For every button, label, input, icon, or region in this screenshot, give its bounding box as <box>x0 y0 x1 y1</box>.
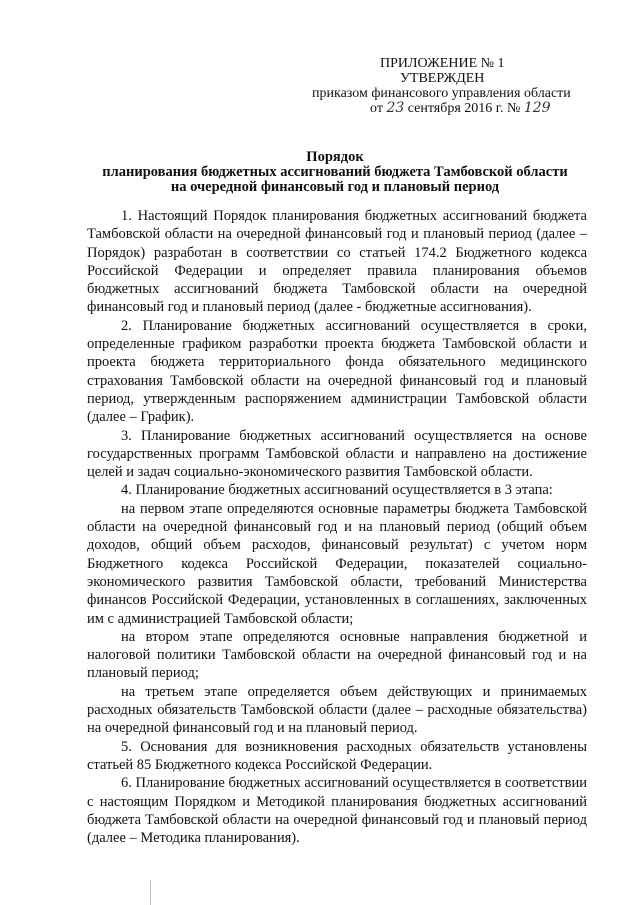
order-number-handwritten: 129 <box>523 100 551 116</box>
order-reference: приказом финансового управления области <box>312 86 571 101</box>
approved-label: УТВЕРЖДЕН <box>400 71 485 86</box>
paragraph-6: 6. Планирование бюджетных ассигнований осуществляется в соответствии с настоящим Порядком и Методикой планирования бюджетных ассигнований бюджета Тамбовской области на очередной финансовый год и плановый период (далее – Методика планирования). <box>87 775 587 847</box>
paragraph-4: 4. Планирование бюджетных ассигнований осуществляется в 3 этапа: <box>121 482 553 499</box>
order-date-line <box>300 101 600 116</box>
document-body <box>87 207 587 847</box>
paragraph-5: 5. Основания для возникновения расходных обязательств установлены статьей 85 Бюджетного кодекса Российской Федерации. <box>87 738 587 773</box>
document-title <box>60 150 610 195</box>
appendix-block <box>300 56 600 116</box>
scan-artifact <box>150 880 151 905</box>
title-line-2: планирования бюджетных ассигнований бюджета Тамбовской области <box>102 164 568 180</box>
title-line-3: на очередной финансовый год и плановый период <box>170 179 500 195</box>
paragraph-1: 1. Настоящий Порядок планирования бюджетных ассигнований бюджета Тамбовской области на очередной финансовый год и плановый период (далее – Порядок) разработан в соответствии со статьей 174.2 Бюджетного кодекса Российской Федерации и определяет правила планирования объемов бюджетных ассигнований бюджета Тамбовской области на очередной финансовый год и плановый период (далее - бюджетные ассигнования). <box>87 208 587 316</box>
date-prefix: от <box>370 101 383 116</box>
paragraph-4-stage-3: на третьем этапе определяется объем действующих и принимаемых расходных обязательств Тамбовской области (далее – расходные обязательства) на очередной финансовый год и на плановый период. <box>87 683 587 737</box>
paragraph-4-stage-2: на втором этапе определяются основные направления бюджетной и налоговой политики Тамбовской области на очередной финансовый год и на плановый период; <box>87 628 587 682</box>
paragraph-2: 2. Планирование бюджетных ассигнований осуществляется в сроки, определенные графиком разработки проекта бюджета Тамбовской области и проекта бюджета территориального фонда обязательного медицинского страхования Тамбовской области на очередной финансовый год и плановый период, утвержденным распоряжением администрации Тамбовской области (далее – График). <box>87 317 587 426</box>
paragraph-4-stage-1: на первом этапе определяются основные параметры бюджета Тамбовской области на очередной финансовый год и на плановый период (общий объем доходов, общий объем расходов, финансовый результат) с учетом норм Бюджетного кодекса Российской Федерации, показателей социально-экономического развития Тамбовской области, требований Министерства финансов Российской Федерации, установленных в соглашениях, заключенных им с администрацией Тамбовской области; <box>87 500 587 627</box>
appendix-title: ПРИЛОЖЕНИЕ № 1 <box>380 56 505 71</box>
paragraph-3: 3. Планирование бюджетных ассигнований осуществляется на основе государственных программ Тамбовской области и направлено на достижение целей и задач социально-экономического развития Тамбовской области. <box>87 427 587 481</box>
date-rest: сентября 2016 г. № <box>407 101 521 116</box>
date-day-handwritten: 23 <box>386 100 405 116</box>
title-line-1: Порядок <box>306 149 364 165</box>
